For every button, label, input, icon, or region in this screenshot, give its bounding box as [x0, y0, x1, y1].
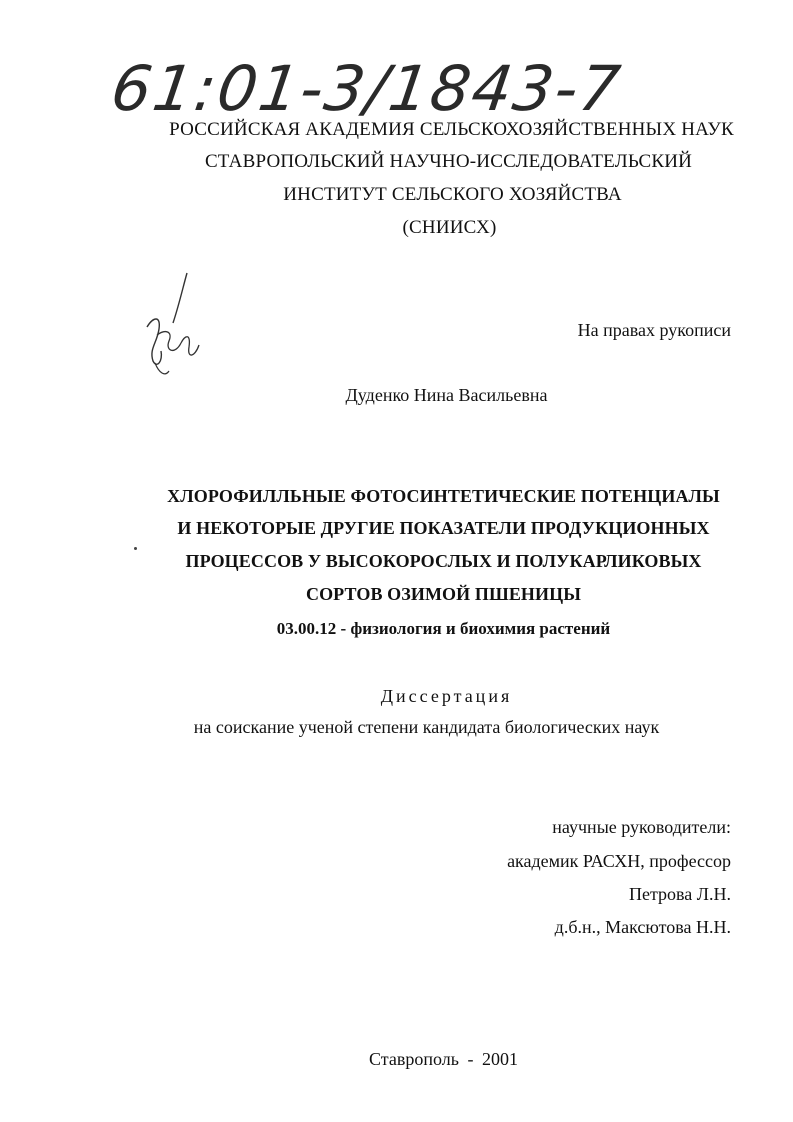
- thesis-title-line-1: ХЛОРОФИЛЛЬНЫЕ ФОТОСИНТЕТИЧЕСКИЕ ПОТЕНЦИАЛЫ: [167, 486, 720, 506]
- supervisors-heading: научные руководители:: [552, 817, 731, 837]
- supervisor-title: академик РАСХН, профессор: [507, 851, 731, 871]
- header-institute-line1: СТАВРОПОЛЬСКИЙ НАУЧНО-ИССЛЕДОВАТЕЛЬСКИЙ: [204, 151, 693, 172]
- header-academy: РОССИЙСКАЯ АКАДЕМИЯ СЕЛЬСКОХОЗЯЙСТВЕННЫХ НАУК: [169, 119, 734, 140]
- thesis-title-line-2: И НЕКОТОРЫЕ ДРУГИЕ ПОКАЗАТЕЛИ ПРОДУКЦИОННЫХ: [177, 518, 710, 538]
- supervisor-name-2: д.б.н., Максютова Н.Н.: [554, 917, 731, 937]
- thesis-title-line-4: СОРТОВ ОЗИМОЙ ПШЕНИЦЫ: [305, 584, 582, 604]
- ink-dot: [134, 547, 137, 550]
- thesis-title-line-3: ПРОЦЕССОВ У ВЫСОКОРОСЛЫХ И ПОЛУКАРЛИКОВЫХ: [185, 551, 702, 571]
- author-name: Дуденко Нина Васильевна: [345, 385, 548, 405]
- document-type: Диссертация: [380, 686, 513, 706]
- header-institute-line2: ИНСТИТУТ СЕЛЬСКОГО ХОЗЯЙСТВА: [283, 184, 622, 205]
- header-institute-abbr: (СНИИСХ): [402, 217, 497, 238]
- specialty-code: 03.00.12 - физиология и биохимия растений: [276, 619, 611, 638]
- handwritten-catalog-number: 61:01-3/1843-7: [106, 52, 627, 125]
- degree-description: на соискание ученой степени кандидата биологических наук: [193, 717, 660, 737]
- manuscript-rights: На правах рукописи: [577, 320, 731, 340]
- supervisor-name-1: Петрова Л.Н.: [628, 884, 731, 904]
- place-and-year: Ставрополь - 2001: [369, 1049, 518, 1069]
- handwritten-signature: [135, 265, 225, 385]
